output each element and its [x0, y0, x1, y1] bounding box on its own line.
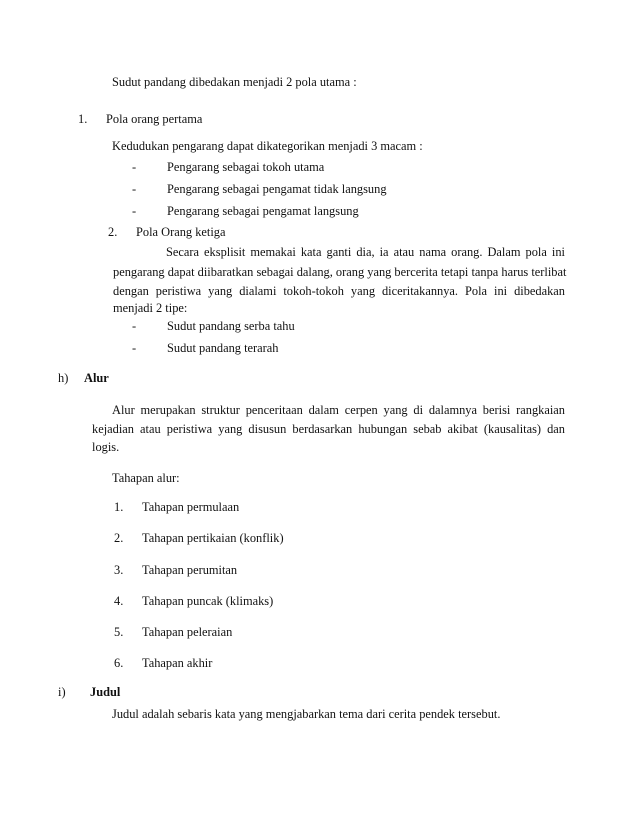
pola1-item-1-dash: -: [132, 160, 137, 174]
tahapan-4: Tahapan puncak (klimaks): [142, 594, 274, 608]
pola1-item-2-dash: -: [132, 182, 137, 196]
tahapan-3: Tahapan perumitan: [142, 563, 238, 577]
intro-text: Sudut pandang dibedakan menjadi 2 pola utama :: [112, 75, 357, 89]
pola1-title: Pola orang pertama: [106, 112, 203, 126]
pola1-description: Kedudukan pengarang dapat dikategorikan menjadi 3 macam :: [112, 139, 423, 153]
pola2-number: 2.: [108, 225, 118, 239]
tahapan-4-number: 4.: [114, 594, 124, 608]
pola2-title: Pola Orang ketiga: [136, 225, 226, 239]
tahapan-6: Tahapan akhir: [142, 656, 213, 670]
pola2-paragraph-line-1: Secara eksplisit memakai kata ganti dia, ia atau nama orang. Dalam pola ini: [166, 245, 565, 259]
pola2-item-1: Sudut pandang serba tahu: [167, 319, 295, 333]
pola2-item-2-dash: -: [132, 341, 137, 355]
pola1-item-2: Pengarang sebagai pengamat tidak langsung: [167, 182, 387, 196]
pola2-paragraph-line-3: dengan peristiwa yang dialami tokoh-tokoh yang diceritakannya. Pola ini dibedakan: [113, 284, 565, 298]
pola1-item-3-dash: -: [132, 204, 137, 218]
alur-heading: Alur: [84, 371, 109, 385]
pola2-paragraph-line-4: menjadi 2 tipe:: [113, 301, 188, 315]
pola2-item-1-dash: -: [132, 319, 137, 333]
tahapan-1: Tahapan permulaan: [142, 500, 240, 514]
tahapan-2-number: 2.: [114, 531, 124, 545]
tahapan-label: Tahapan alur:: [112, 471, 180, 485]
tahapan-2: Tahapan pertikaian (konflik): [142, 531, 284, 545]
tahapan-5-number: 5.: [114, 625, 124, 639]
alur-marker: h): [58, 371, 69, 385]
pola2-paragraph-line-2: pengarang dapat diibaratkan sebagai dalang, orang yang bercerita tetapi tanpa harus terlibat: [113, 265, 567, 279]
tahapan-6-number: 6.: [114, 656, 124, 670]
tahapan-3-number: 3.: [114, 563, 124, 577]
alur-paragraph-line-1: Alur merupakan struktur penceritaan dalam cerpen yang di dalamnya berisi rangkaian: [112, 403, 565, 417]
alur-paragraph-line-2: kejadian atau peristiwa yang disusun berdasarkan hubungan sebab akibat (kausalitas) dan: [92, 422, 565, 436]
pola1-item-3: Pengarang sebagai pengamat langsung: [167, 204, 359, 218]
tahapan-1-number: 1.: [114, 500, 124, 514]
tahapan-5: Tahapan peleraian: [142, 625, 233, 639]
judul-text: Judul adalah sebaris kata yang mengjabarkan tema dari cerita pendek tersebut.: [112, 707, 501, 721]
pola1-item-1: Pengarang sebagai tokoh utama: [167, 160, 325, 174]
pola1-number: 1.: [78, 112, 88, 126]
alur-paragraph-line-3: logis.: [92, 440, 120, 454]
judul-heading: Judul: [90, 685, 121, 699]
pola2-item-2: Sudut pandang terarah: [167, 341, 279, 355]
judul-marker: i): [58, 685, 66, 699]
